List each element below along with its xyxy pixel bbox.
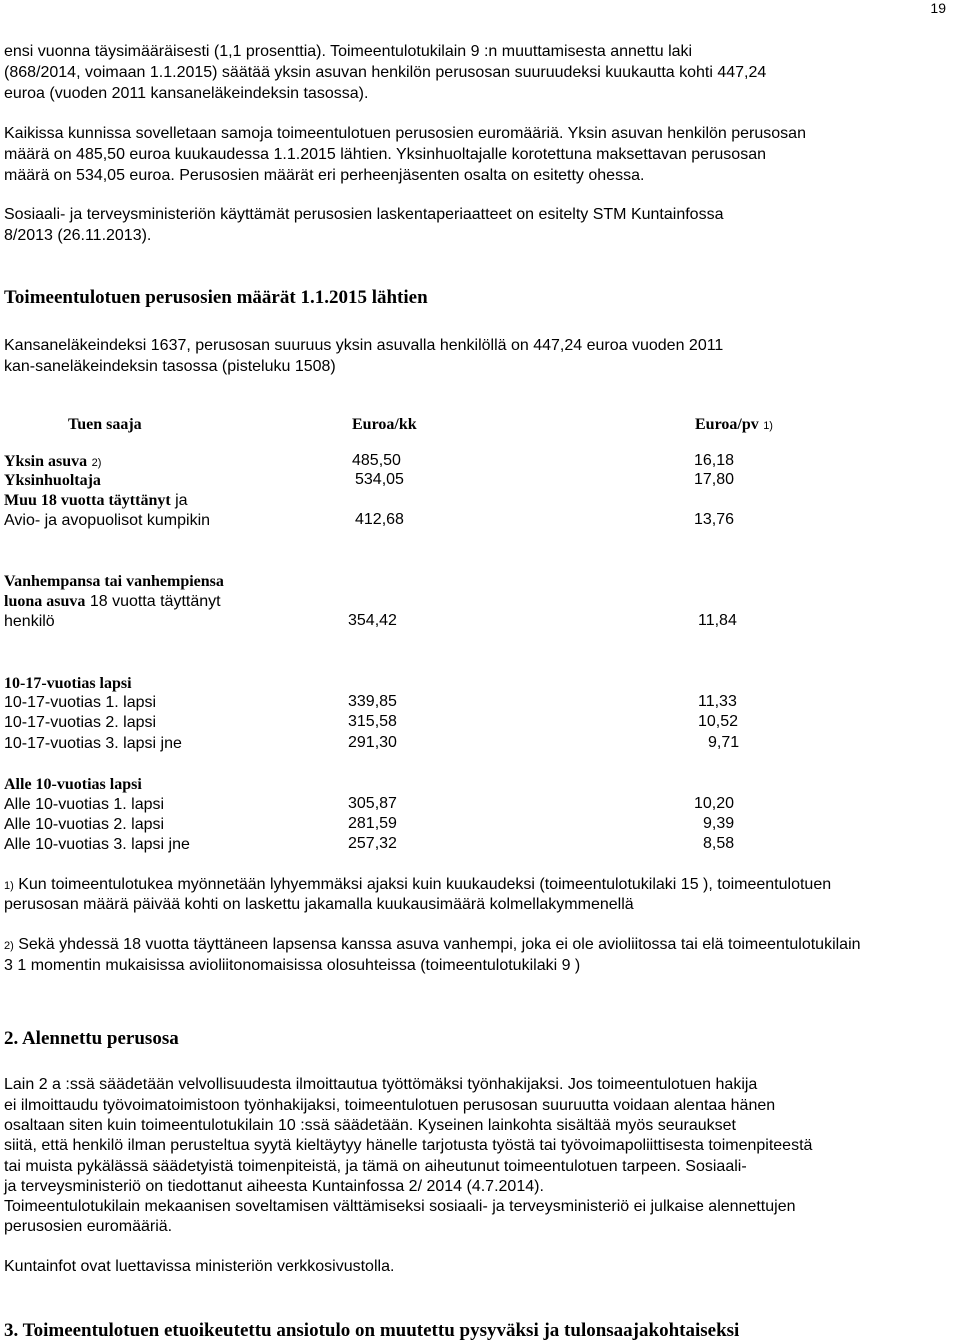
day-value: 13,76	[694, 511, 735, 528]
month-value: 354,42	[348, 612, 397, 629]
table-row	[4, 491, 188, 511]
intro-line: euroa (vuoden 2011 kansaneläkeindeksin tasossa).	[4, 85, 369, 102]
footnote-text: Sekä yhdessä 18 vuotta täyttäneen lapsensa kanssa asuva vanhempi, joka ei ole avioliitossa tai elä toimeentulotukilain	[13, 936, 861, 953]
intro-line: määrä on 534,05 euroa. Perusosien määrät eri perheenjäsenten osalta on esitetty ohessa.	[4, 167, 645, 184]
page-number: 19	[930, 0, 946, 16]
footnote-text: perusosan määrä päivää kohti on laskettu jakamalla kuukausimäärä kolmellakymmenellä	[4, 896, 634, 913]
section-2-line: perusosien euromääriä.	[4, 1218, 173, 1235]
day-value: 8,58	[703, 835, 735, 852]
day-value: 16,18	[694, 452, 735, 469]
intro-line: 8/2013 (26.11.2013).	[4, 227, 152, 244]
row-label: 10-17-vuotias 2. lapsi	[4, 714, 157, 731]
section-2-note: Kuntainfot ovat luettavissa ministeriön verkkosivustolla.	[4, 1258, 395, 1275]
footnote-marker: 1)	[4, 880, 14, 892]
row-label: 10-17-vuotias 3. lapsi jne	[4, 735, 182, 752]
month-value: 291,30	[348, 734, 397, 751]
footnote-text: Kun toimeentulotukea myönnetään lyhyemmäksi ajaksi kuin kuukaudeksi (toimeentulotukilaki 15 ), toimeentulotuen	[13, 876, 832, 893]
month-value: 305,87	[348, 795, 397, 812]
section-2-title: 2. Alennettu perusosa	[4, 1028, 179, 1049]
day-value: 10,52	[698, 713, 739, 730]
row-label: Yksin asuva	[4, 453, 88, 470]
group-heading: 10-17-vuotias lapsi	[4, 675, 132, 692]
row-label: Alle 10-vuotias 2. lapsi	[4, 816, 165, 833]
month-value: 315,58	[348, 713, 397, 730]
table-row	[4, 471, 101, 491]
row-label: Yksinhuoltaja	[4, 472, 101, 489]
row-label: Vanhempansa tai vanhempiensa	[4, 573, 224, 590]
section-2-line: osaltaan siten kuin toimeentulotukilain 10 :ssä säädetään. Kyseinen lainkohta sisältää myös seuraukset	[4, 1117, 736, 1134]
section-2-line: ja terveysministeriö on tiedottanut aiheesta Kuntainfossa 2/ 2014 (4.7.2014).	[4, 1178, 544, 1195]
row-label: luona asuva	[4, 593, 86, 610]
table-row	[4, 452, 101, 472]
index-line: Kansaneläkeindeksi 1637, perusosan suuruus yksin asuvalla henkilöllä on 447,24 euroa vuoden 2011	[4, 337, 724, 354]
column-header-per-month: Euroa/kk	[352, 416, 417, 433]
row-label: Avio- ja avopuolisot kumpikin	[4, 512, 211, 529]
section-2-line: Lain 2 a :ssä säädetään velvollisuudesta ilmoittautua työttömäksi työnhakijaksi. Jos toimeentulotuen hakija	[4, 1076, 758, 1093]
footnote-ref: 1)	[763, 420, 773, 432]
day-value: 9,39	[703, 815, 735, 832]
day-value: 9,71	[708, 734, 740, 751]
section-2-line: siitä, että henkilö ilman perusteltua syytä kieltäytyy hänelle tarjotusta työstä tai työvoimapoliittisesta toimenpiteestä	[4, 1137, 813, 1154]
row-label: Alle 10-vuotias 3. lapsi jne	[4, 836, 190, 853]
footnote-ref: 2)	[91, 457, 102, 469]
day-value: 10,20	[694, 795, 735, 812]
index-line: kan-saneläkeindeksin tasossa (pisteluku 1508)	[4, 358, 336, 375]
row-label-suffix: ja	[170, 492, 188, 509]
column-header-per-day	[695, 416, 773, 434]
section-2-line: ei ilmoittaudu työvoimatoimistoon työnhakijaksi, toimeentulotuen perusosan suuruutta voidaan alentaa hänen	[4, 1097, 776, 1114]
month-value: 534,05	[355, 471, 404, 488]
section-2-line: Toimeentulotukilain mekaanisen soveltamisen välttämiseksi sosiaali- ja terveysministeriö ei julkaise alennettujen	[4, 1198, 796, 1215]
row-label: henkilö	[4, 613, 55, 630]
footnote-1	[4, 875, 831, 896]
intro-line: ensi vuonna täysimääräisesti (1,1 prosenttia). Toimeentulotukilain 9 :n muuttamisesta annettu laki	[4, 43, 693, 60]
section-title: Toimeentulotuen perusosien määrät 1.1.2015 lähtien	[4, 287, 428, 308]
day-value: 11,84	[698, 612, 737, 629]
per-day-label: Euroa/pv	[695, 416, 759, 433]
day-value: 17,80	[694, 471, 735, 488]
footnote-marker: 2)	[4, 940, 14, 952]
intro-line: Sosiaali- ja terveysministeriön käyttämät perusosien laskentaperiaatteet on esitelty STM Kuntainfossa	[4, 206, 724, 223]
section-2-line: tai muista pykälässä säädetyistä toimenpiteistä, ja tämä on aiheutunut toimeentulotuen tarpeen. Sosiaali-	[4, 1158, 747, 1175]
section-3-title: 3. Toimeentulotuen etuoikeutettu ansiotulo on muutettu pysyväksi ja tulonsaajakohtaiseksi	[4, 1320, 740, 1341]
month-value: 339,85	[348, 693, 397, 710]
intro-line: Kaikissa kunnissa sovelletaan samoja toimeentulotuen perusosien euromääriä. Yksin asuvan henkilön perusosan	[4, 125, 806, 142]
footnote-2	[4, 935, 861, 956]
day-value: 11,33	[698, 693, 737, 710]
row-label: Muu 18 vuotta täyttänyt	[4, 492, 171, 509]
table-row	[4, 511, 210, 531]
row-label: Alle 10-vuotias 1. lapsi	[4, 796, 165, 813]
month-value: 485,50	[352, 452, 401, 469]
month-value: 412,68	[355, 511, 404, 528]
table-row	[4, 592, 221, 612]
intro-line: (868/2014, voimaan 1.1.2015) säätää yksin asuvan henkilön perusosan suuruudeksi kuukautta kohti 447,24	[4, 64, 767, 81]
group-heading: Alle 10-vuotias lapsi	[4, 776, 142, 793]
column-header-recipient: Tuen saaja	[68, 416, 142, 433]
month-value: 257,32	[348, 835, 397, 852]
month-value: 281,59	[348, 815, 397, 832]
row-label-suffix: 18 vuotta täyttänyt	[85, 593, 221, 610]
row-label: 10-17-vuotias 1. lapsi	[4, 694, 157, 711]
intro-line: määrä on 485,50 euroa kuukaudessa 1.1.2015 lähtien. Yksinhuoltajalle korotettuna maksettavan perusosan	[4, 146, 766, 163]
footnote-text: 3 1 momentin mukaisissa avioliitonomaisissa olosuhteissa (toimeentulotukilaki 9 )	[4, 957, 581, 974]
